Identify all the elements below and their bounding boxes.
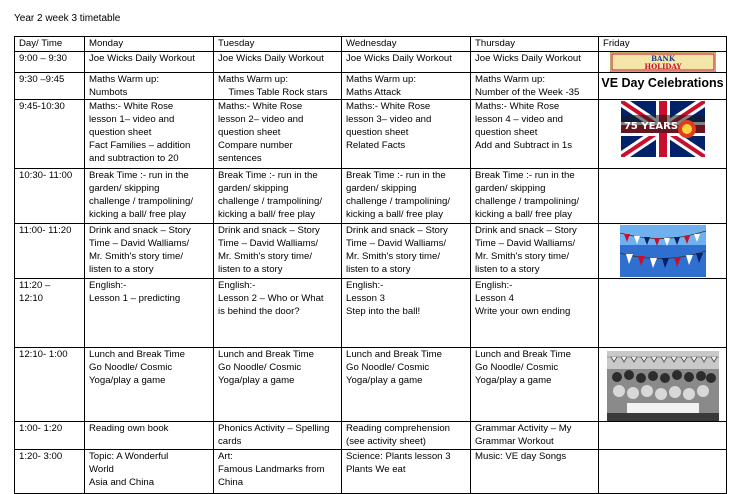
friday-cell — [599, 279, 727, 348]
timetable-row — [15, 348, 727, 422]
activity-cell — [85, 72, 214, 100]
friday-cell — [599, 422, 727, 450]
activity-line: Mr. Smith's story time/ — [346, 250, 441, 262]
time-cell — [15, 100, 85, 169]
activity-line: garden/ skipping — [89, 183, 160, 195]
header-row — [15, 37, 727, 52]
activity-cell — [342, 51, 471, 72]
activity-line: Topic: A Wonderful — [89, 450, 169, 462]
activity-line: Time – David Walliams/ — [346, 238, 447, 250]
activity-line: listen to a story — [346, 263, 411, 275]
header-day-cell — [471, 37, 599, 52]
activity-line: Science: Plants lesson 3 — [346, 450, 451, 462]
header-day-tuesday: Tuesday — [218, 38, 255, 49]
friday-cell — [599, 169, 727, 224]
activity-line: Times Table Rock stars — [228, 86, 328, 98]
timetable — [14, 36, 727, 494]
activity-line: challenge / trampolining/ — [89, 195, 193, 207]
activity-line: kicking a ball/ free play — [475, 208, 573, 220]
activity-cell — [471, 100, 599, 169]
activity-line: listen to a story — [218, 263, 283, 275]
activity-cell — [214, 51, 342, 72]
activity-cell — [471, 279, 599, 348]
activity-line: is behind the door? — [218, 305, 300, 317]
activity-cell — [214, 449, 342, 493]
activity-line: Mr. Smith's story time/ — [218, 250, 313, 262]
time-cell — [15, 279, 85, 348]
activity-line: Lunch and Break Time — [475, 349, 571, 361]
ve-day-title: VE Day Celebrations — [601, 75, 724, 90]
friday-cell — [599, 100, 727, 169]
activity-line: Compare number — [218, 139, 293, 151]
activity-line: Break Time :- run in the — [475, 170, 575, 182]
bank-holiday-sign-line-1: BANK — [650, 53, 675, 63]
activity-cell — [214, 169, 342, 224]
friday-cell — [599, 449, 727, 493]
years-banner-text: 75 YEARS — [623, 121, 678, 133]
activity-line: Yoga/play a game — [218, 374, 295, 386]
activity-line: Add and Subtract in 1s — [475, 139, 573, 151]
activity-line: Joe Wicks Daily Workout — [218, 52, 324, 64]
activity-line: Asia and China — [89, 476, 155, 488]
activity-line: Yoga/play a game — [475, 374, 552, 386]
activity-cell — [85, 449, 214, 493]
activity-line: Drink and snack – Story — [475, 225, 577, 237]
activity-line: lesson 1– video and — [89, 114, 175, 126]
activity-line: Music: VE day Songs — [475, 450, 567, 462]
activity-line: Time – David Walliams/ — [89, 238, 190, 250]
activity-line: Go Noodle/ Cosmic — [346, 362, 430, 374]
activity-line: garden/ skipping — [218, 183, 289, 195]
activity-line: Maths Warm up: — [346, 73, 417, 85]
activity-line: Drink and snack – Story — [89, 225, 191, 237]
friday-cell — [599, 72, 727, 100]
time-cell — [15, 72, 85, 100]
activity-line: Joe Wicks Daily Workout — [346, 52, 452, 64]
activity-cell — [342, 449, 471, 493]
activity-line: Go Noodle/ Cosmic — [475, 362, 559, 374]
activity-cell — [342, 224, 471, 279]
activity-line: challenge / trampolining/ — [346, 195, 450, 207]
activity-line: English:- — [89, 280, 127, 292]
activity-line: question sheet — [218, 126, 281, 138]
activity-line: Number of the Week -35 — [475, 86, 580, 98]
activity-line: Break Time :- run in the — [89, 170, 189, 182]
activity-line: Maths:- White Rose — [89, 101, 174, 113]
time-cell — [15, 224, 85, 279]
activity-line: Maths Warm up: — [475, 73, 546, 85]
activity-line: Reading own book — [89, 423, 169, 435]
activity-line: question sheet — [475, 126, 538, 138]
activity-line: World — [89, 463, 114, 475]
activity-cell — [85, 100, 214, 169]
header-day-friday: Friday — [603, 38, 630, 49]
activity-line: Write your own ending — [475, 305, 571, 317]
activity-line: sentences — [218, 152, 262, 164]
activity-line: lesson 4 – video and — [475, 114, 564, 126]
activity-line: question sheet — [89, 126, 152, 138]
activity-line: lesson 3– video and — [346, 114, 432, 126]
activity-line: challenge / trampolining/ — [475, 195, 579, 207]
time-label: 12:10- 1:00 — [19, 349, 68, 361]
activity-line: Maths:- White Rose — [218, 101, 303, 113]
activity-line: Lesson 1 – predicting — [89, 293, 181, 305]
activity-line: garden/ skipping — [475, 183, 546, 195]
activity-line: Plants We eat — [346, 463, 406, 475]
activity-line: listen to a story — [475, 263, 540, 275]
activity-line: Maths Warm up: — [218, 73, 289, 85]
street-party-photo-icon — [607, 351, 719, 421]
activity-cell — [85, 279, 214, 348]
bank-holiday-sign-line-2: HOLIDAY — [643, 61, 682, 71]
activity-cell — [471, 72, 599, 100]
time-label: 9:30 –9:45 — [19, 73, 65, 85]
activity-line: Lesson 4 — [475, 293, 514, 305]
activity-cell — [342, 422, 471, 450]
activity-cell — [342, 348, 471, 422]
activity-line: listen to a story — [89, 263, 154, 275]
friday-cell — [599, 348, 727, 422]
activity-line: kicking a ball/ free play — [89, 208, 187, 220]
activity-line: Drink and snack – Story — [346, 225, 448, 237]
header-day-cell — [342, 37, 471, 52]
activity-line: question sheet — [346, 126, 409, 138]
activity-line: Numbots — [89, 86, 128, 98]
header-day-cell — [214, 37, 342, 52]
activity-cell — [342, 100, 471, 169]
activity-line: Go Noodle/ Cosmic — [89, 362, 173, 374]
activity-line: Joe Wicks Daily Workout — [475, 52, 581, 64]
document-title: Year 2 week 3 timetable — [14, 13, 121, 24]
activity-line: kicking a ball/ free play — [218, 208, 316, 220]
header-day-cell — [599, 37, 727, 52]
bank-holiday-sign-icon — [610, 52, 716, 72]
activity-line: Phonics Activity – Spelling — [218, 423, 330, 435]
activity-line: Maths:- White Rose — [346, 101, 431, 113]
timetable-row — [15, 279, 727, 348]
timetable-row — [15, 422, 727, 450]
time-label: 10:30- 11:00 — [19, 170, 73, 182]
activity-line: Break Time :- run in the — [218, 170, 318, 182]
activity-line: Reading comprehension — [346, 423, 450, 435]
activity-cell — [471, 169, 599, 224]
activity-line: Grammar Activity – My — [475, 423, 572, 435]
activity-cell — [85, 51, 214, 72]
activity-line: Lunch and Break Time — [346, 349, 442, 361]
activity-line: Related Facts — [346, 139, 406, 151]
activity-line: English:- — [475, 280, 513, 292]
time-label: 1:00- 1:20 — [19, 423, 63, 435]
activity-line: Mr. Smith's story time/ — [475, 250, 570, 262]
activity-line: lesson 2– video and — [218, 114, 304, 126]
header-day-cell — [85, 37, 214, 52]
activity-line: garden/ skipping — [346, 183, 417, 195]
activity-line: Fact Families – addition — [89, 139, 191, 151]
activity-cell — [85, 169, 214, 224]
activity-cell — [214, 72, 342, 100]
time-label: 11:20 – — [19, 280, 51, 292]
time-cell — [15, 449, 85, 493]
activity-cell — [471, 51, 599, 72]
activity-cell — [85, 224, 214, 279]
activity-cell — [471, 422, 599, 450]
activity-cell — [214, 422, 342, 450]
time-label: 9:45-10:30 — [19, 101, 65, 113]
activity-line: Maths Warm up: — [89, 73, 160, 85]
activity-cell — [471, 348, 599, 422]
activity-line: Lesson 3 — [346, 293, 385, 305]
time-label: 1:20- 3:00 — [19, 450, 63, 462]
activity-line: Time – David Walliams/ — [475, 238, 576, 250]
activity-line: Mr. Smith's story time/ — [89, 250, 184, 262]
header-time-label: Day/ Time — [19, 38, 63, 49]
friday-cell — [599, 51, 727, 72]
activity-line: Time – David Walliams/ — [218, 238, 319, 250]
activity-cell — [214, 279, 342, 348]
time-label: 9:00 – 9:30 — [19, 52, 68, 64]
activity-line: Go Noodle/ Cosmic — [218, 362, 302, 374]
timetable-row — [15, 449, 727, 493]
time-cell — [15, 169, 85, 224]
activity-line: Drink and snack – Story — [218, 225, 320, 237]
time-cell — [15, 422, 85, 450]
activity-line: cards — [218, 436, 242, 448]
union-flag-75-years-icon — [621, 101, 705, 157]
activity-line: Art: — [218, 450, 233, 462]
bunting-photo-icon — [620, 225, 706, 277]
activity-line: English:- — [346, 280, 384, 292]
activity-line: (see activity sheet) — [346, 436, 426, 448]
activity-line: Maths:- White Rose — [475, 101, 560, 113]
activity-line: Break Time :- run in the — [346, 170, 446, 182]
activity-line: Yoga/play a game — [346, 374, 423, 386]
timetable-row — [15, 100, 727, 169]
time-label: 11:00- 11:20 — [19, 225, 72, 237]
header-day-wednesday: Wednesday — [346, 38, 397, 49]
timetable-row — [15, 169, 727, 224]
time-cell — [15, 348, 85, 422]
activity-cell — [214, 224, 342, 279]
activity-cell — [342, 169, 471, 224]
friday-cell — [599, 224, 727, 279]
header-time-cell — [15, 37, 85, 52]
activity-cell — [471, 224, 599, 279]
activity-line: Lunch and Break Time — [89, 349, 185, 361]
activity-line: English:- — [218, 280, 256, 292]
header-day-thursday: Thursday — [475, 38, 515, 49]
activity-line: Yoga/play a game — [89, 374, 166, 386]
activity-line: Famous Landmarks from — [218, 463, 325, 475]
timetable-row — [15, 72, 727, 100]
activity-line: Joe Wicks Daily Workout — [89, 52, 195, 64]
header-day-monday: Monday — [89, 38, 124, 49]
activity-line: Lesson 2 – Who or What — [218, 293, 324, 305]
activity-cell — [342, 72, 471, 100]
activity-line: kicking a ball/ free play — [346, 208, 444, 220]
activity-line: Lunch and Break Time — [218, 349, 314, 361]
activity-line: Grammar Workout — [475, 436, 554, 448]
activity-line: challenge / trampolining/ — [218, 195, 322, 207]
activity-line: and subtraction to 20 — [89, 152, 179, 164]
time-cell — [15, 51, 85, 72]
activity-cell — [342, 279, 471, 348]
timetable-row — [15, 224, 727, 279]
activity-cell — [85, 422, 214, 450]
activity-line: China — [218, 476, 244, 488]
time-label: 12:10 — [19, 293, 44, 305]
timetable-row — [15, 51, 727, 72]
activity-line: Maths Attack — [346, 86, 401, 98]
activity-cell — [85, 348, 214, 422]
activity-line: Step into the ball! — [346, 305, 421, 317]
activity-cell — [214, 348, 342, 422]
activity-cell — [471, 449, 599, 493]
activity-cell — [214, 100, 342, 169]
